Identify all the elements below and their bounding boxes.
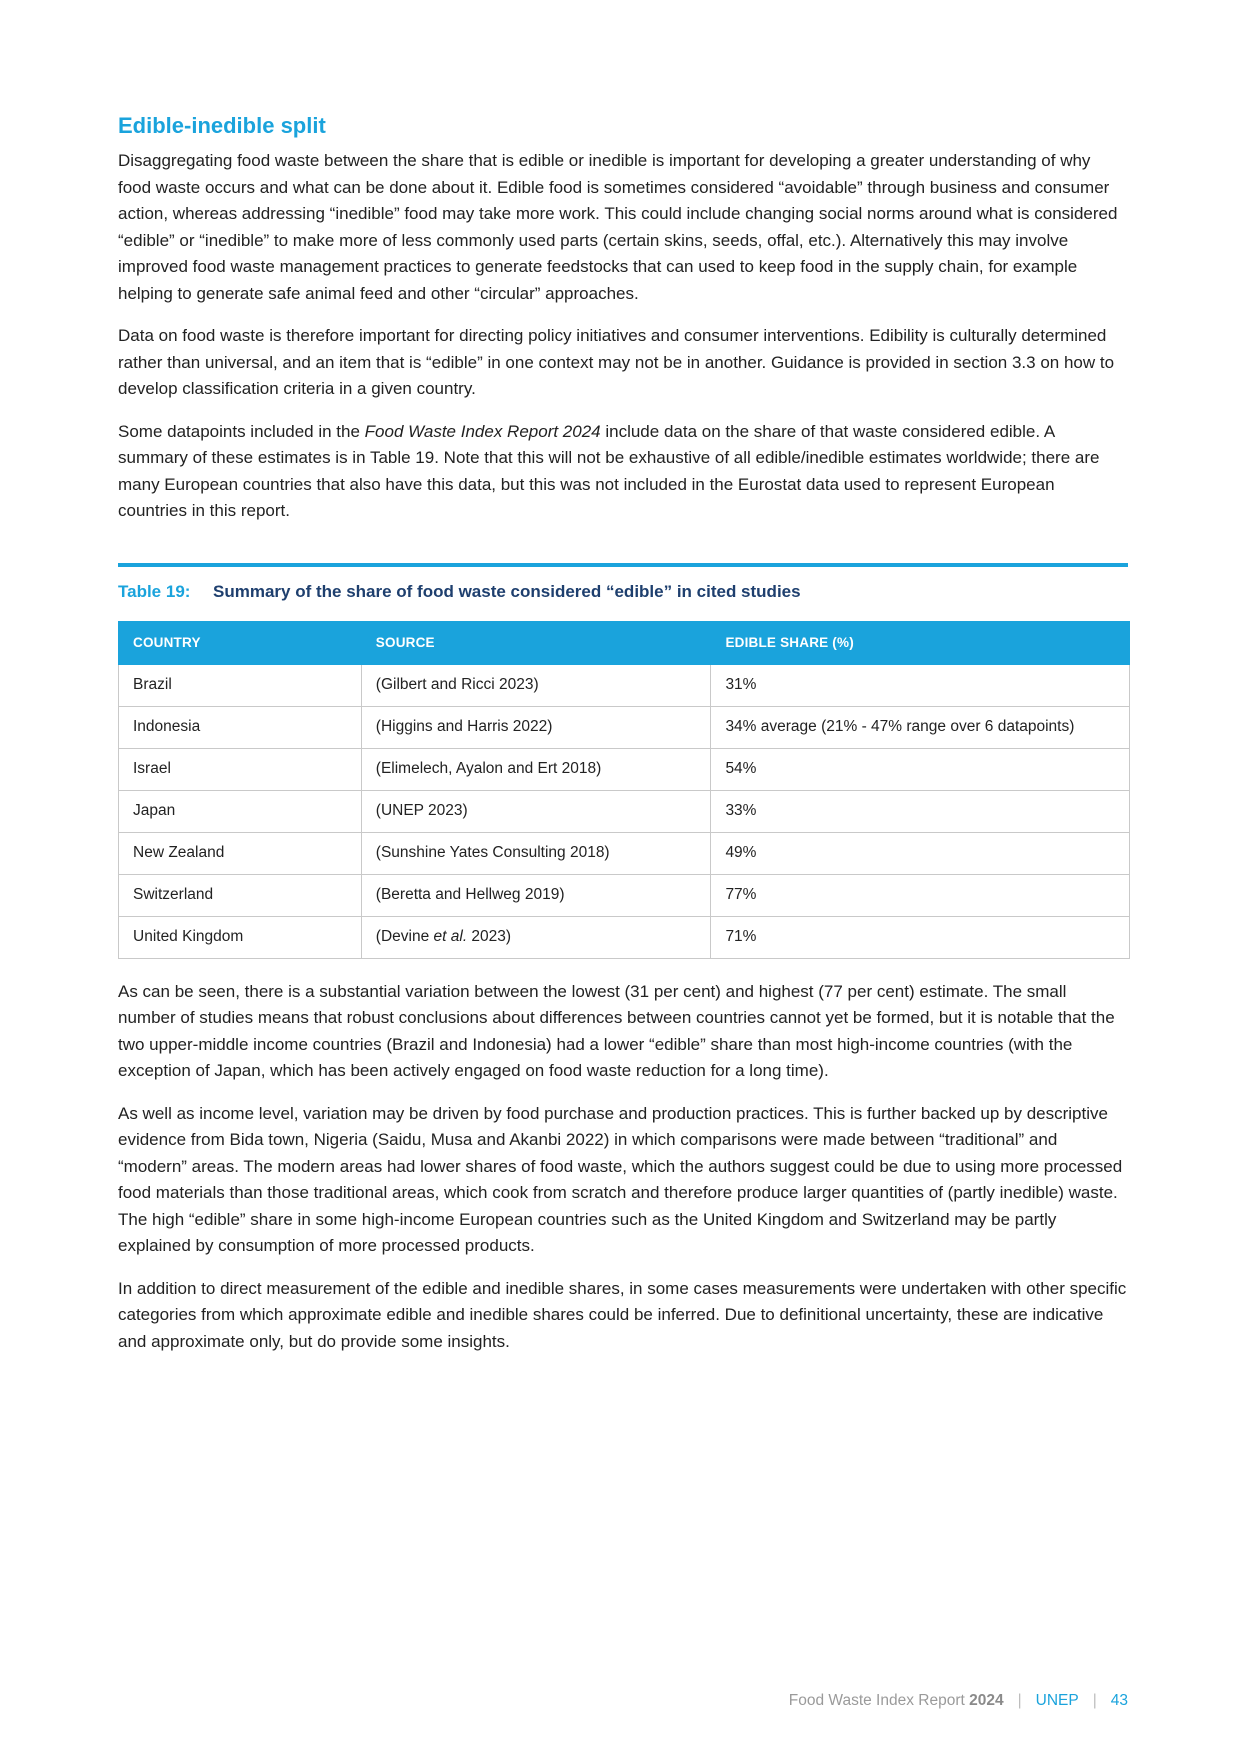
- cell-country: Japan: [119, 790, 362, 832]
- cell-source: (Devine et al. 2023): [361, 916, 711, 958]
- cell-country: New Zealand: [119, 832, 362, 874]
- table-header-row: [119, 621, 1130, 664]
- cell-source: (Sunshine Yates Consulting 2018): [361, 832, 711, 874]
- footer-org: UNEP: [1035, 1692, 1079, 1709]
- cell-source: (Higgins and Harris 2022): [361, 706, 711, 748]
- body-paragraph: In addition to direct measurement of the edible and inedible shares, in some cases measurements were undertaken with other specific categories from which approximate edible and inedible shares could be inferred. Due to definitional uncertainty, these are indicative and approximate only, but do provide some insights.: [118, 1278, 1127, 1351]
- page-content: [118, 110, 1128, 1371]
- cell-country: Israel: [119, 748, 362, 790]
- cell-share: 31%: [711, 664, 1130, 706]
- cell-share: 71%: [711, 916, 1130, 958]
- section-title: Edible-inedible split: [118, 113, 326, 138]
- cell-country: Switzerland: [119, 874, 362, 916]
- body-paragraph: Disaggregating food waste between the share that is edible or inedible is important for developing a greater understanding of why food waste occurs and what can be done about it. Edible food is sometimes considered “avoidable” through business and consumer action, whereas addressing “inedible” food may take more work. This could include changing social norms around what is considered “edible” or “inedible” to make more of less commonly used parts (certain skins, seeds, offal, etc.). Alternatively this may involve improved food waste management practices to generate feedstocks that can used to keep food in the supply chain, for example helping to generate safe animal feed and other “circular” approaches.: [118, 151, 1118, 303]
- table-row: [119, 706, 1130, 748]
- table-row: [119, 664, 1130, 706]
- column-header-country: COUNTRY: [119, 621, 362, 664]
- cell-share: 34% average (21% - 47% range over 6 datapoints): [711, 706, 1130, 748]
- footer-separator: |: [1017, 1692, 1022, 1709]
- table-row: [119, 874, 1130, 916]
- cell-share: 49%: [711, 832, 1130, 874]
- cell-source: (Elimelech, Ayalon and Ert 2018): [361, 748, 711, 790]
- cell-country: Indonesia: [119, 706, 362, 748]
- table-row: [119, 832, 1130, 874]
- footer-separator: |: [1092, 1692, 1097, 1709]
- cell-share: 77%: [711, 874, 1130, 916]
- cell-share: 54%: [711, 748, 1130, 790]
- table-row: [119, 748, 1130, 790]
- body-paragraph: Some datapoints included in the Food Waste Index Report 2024 include data on the share of that waste considered edible. A summary of these estimates is in Table 19. Note that this will not be exhaustive of all edible/inedible estimates worldwide; there are many European countries that also have this data, but this was not included in the Eurostat data used to represent European countries in this report.: [118, 421, 1100, 520]
- table-caption-text: Summary of the share of food waste considered “edible” in cited studies: [213, 581, 801, 601]
- footer-report-title: Food Waste Index Report: [788, 1692, 965, 1709]
- edible-share-table: [118, 621, 1130, 959]
- table-top-rule: [118, 563, 1128, 567]
- column-header-source: SOURCE: [361, 621, 711, 664]
- table-caption: [118, 579, 1128, 605]
- cell-source: (UNEP 2023): [361, 790, 711, 832]
- table-caption-number: Table 19:: [118, 581, 191, 601]
- body-paragraph: As can be seen, there is a substantial variation between the lowest (31 per cent) and highest (77 per cent) estimate. The small number of studies means that robust conclusions about differences between countries cannot yet be formed, but it is notable that the two upper-middle income countries (Brazil and Indonesia) had a lower “edible” share than most high-income countries (with the exception of Japan, which has been actively engaged on food waste reduction for a long time).: [118, 981, 1115, 1080]
- discussion-section: [118, 979, 1128, 1356]
- body-paragraph: As well as income level, variation may be driven by food purchase and production practices. This is further backed up by descriptive evidence from Bida town, Nigeria (Saidu, Musa and Akanbi 2022) in which comparisons were made between “traditional” and “modern” areas. The modern areas had lower shares of food waste, which the authors suggest could be due to using more processed food materials than those traditional areas, which cook from scratch and therefore produce larger quantities of (partly inedible) waste. The high “edible” share in some high-income European countries such as the United Kingdom and Switzerland may be partly explained by consumption of more processed products.: [118, 1103, 1123, 1255]
- cell-share: 33%: [711, 790, 1130, 832]
- table-row: [119, 916, 1130, 958]
- body-paragraph: Data on food waste is therefore important for directing policy initiatives and consumer interventions. Edibility is culturally determined rather than universal, and an item that is “edible” in one context may not be in another. Guidance is provided in section 3.3 on how to develop classification criteria in a given country.: [118, 326, 1115, 398]
- footer-year: 2024: [969, 1692, 1004, 1709]
- footer-page-number: 43: [1110, 1692, 1128, 1709]
- cell-source: (Gilbert and Ricci 2023): [361, 664, 711, 706]
- cell-country: Brazil: [119, 664, 362, 706]
- cell-source: (Beretta and Hellweg 2019): [361, 874, 711, 916]
- column-header-edible-share: EDIBLE SHARE (%): [711, 621, 1130, 664]
- page-footer: [789, 1692, 1128, 1710]
- cell-country: United Kingdom: [119, 916, 362, 958]
- table-row: [119, 790, 1130, 832]
